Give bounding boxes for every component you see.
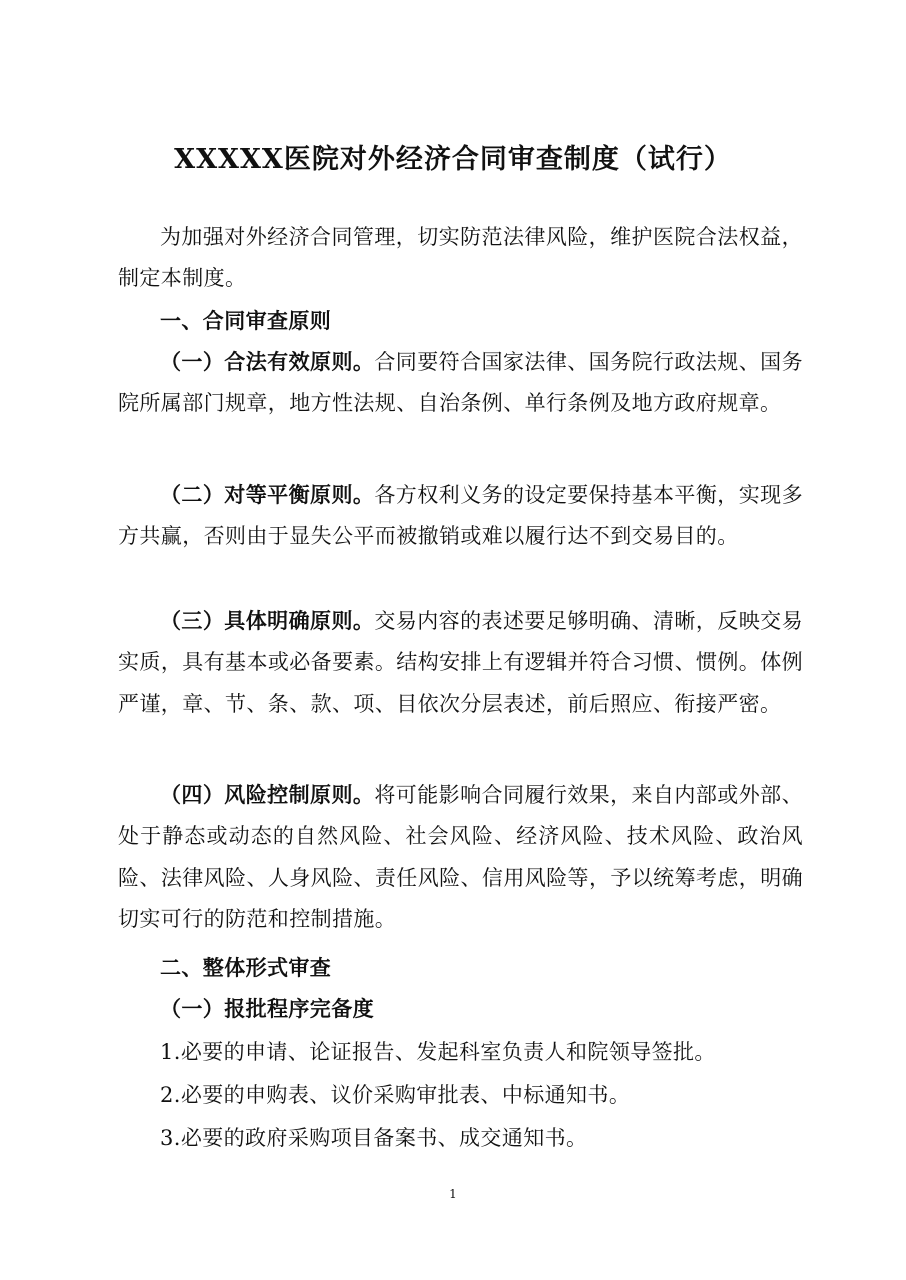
list-item: 1.必要的申请、论证报告、发起科室负责人和院领导签批。 [160,1040,716,1064]
principle-2-paragraph [118,474,803,558]
principle-4-text: 将可能影响合同履行效果，来自内部或外部、处于静态或动态的自然风险、社会风险、经济风险、技术风险、政治风险、法律风险、人身风险、责任风险、信用风险等，予以统筹考虑，明确切实可行的防范和控制措施。 [118,783,803,931]
principle-3-text: 交易内容的表述要足够明确、清晰，反映交易实质，具有基本或必备要素。结构安排上有逻辑并符合习惯、惯例。体例严谨，章、节、条、款、项、目依次分层表述，前后照应、衔接严密。 [118,609,803,716]
list-item: 2.必要的申购表、议价采购审批表、中标通知书。 [160,1083,631,1107]
principle-3-lead: （三）具体明确原则。 [160,608,375,633]
principle-1-text: 合同要符合国家法律、国务院行政法规、国务院所属部门规章，地方性法规、自治条例、单行条例及地方政府规章。 [118,350,803,416]
document-title: XXXXX医院对外经济合同审查制度（试行） [174,144,732,175]
list-item: 3.必要的政府采购项目备案书、成交通知书。 [160,1126,588,1150]
principle-3-paragraph [118,600,803,725]
principle-2-lead: （二）对等平衡原则。 [160,482,375,507]
page-number: 1 [449,1187,457,1201]
principle-1-lead: （一）合法有效原则。 [160,349,375,374]
principle-2-text: 各方权利义务的设定要保持基本平衡，实现多方共赢，否则由于显失公平而被撤销或难以履行达不到交易目的。 [118,483,803,549]
section-2-heading: 二、整体形式审查 [160,955,332,980]
principle-1-paragraph [118,341,803,425]
principle-4-lead: （四）风险控制原则。 [160,782,375,807]
section-2-subheading: （一）报批程序完备度 [160,996,374,1021]
intro-paragraph: 为加强对外经济合同管理，切实防范法律风险，维护医院合法权益，制定本制度。 [118,225,803,291]
section-1-heading: 一、合同审查原则 [160,308,332,333]
principle-4-paragraph [118,774,803,940]
